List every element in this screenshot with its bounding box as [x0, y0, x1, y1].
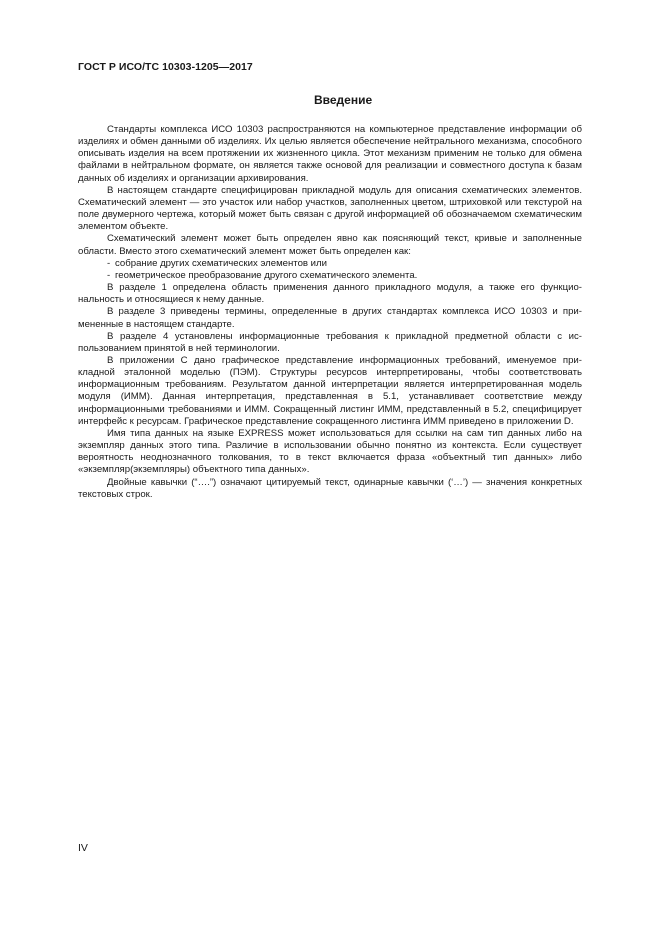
paragraph: В разделе 4 установлены информационные требования к прикладной предметной области с использованием принятой в ней терминологии.: [78, 330, 582, 354]
paragraph: В приложении С дано графическое представление информационных требований, именуемое прикладной эталонной моделью (ПЭМ). Структуры ресурсов интерпретированы, чтобы соответствовать информационным требованиям. Результатом данной интерпретации является интерпретированная модель модуля (ИММ). Данная интерпретация, представленная в 5.1, устанавливает соответствие между информационными требованиями и ИММ. Сокращенный листинг ИММ, представленный в 5.2, специфицирует интерфейс к ресурсам. Графическое представление сокращенного листинга ИММ приведено в приложении D.: [78, 354, 582, 427]
section-title: Введение: [314, 93, 373, 107]
list-item-text: собрание других схематических элементов или: [115, 257, 327, 269]
paragraph: Схематический элемент может быть определен явно как поясняющий текст, кривые и заполненные области. Вместо этого схематический элемент может быть определен как:: [78, 233, 582, 257]
document-body: [78, 124, 582, 501]
list-item-text: геометрическое преобразование другого схематического элемента.: [115, 269, 418, 281]
page-number: IV: [78, 842, 88, 854]
list-marker: -: [107, 257, 111, 269]
paragraph: Двойные кавычки (“….”) означают цитируемый текст, одинарные кавычки (‘…’) — значения конкретных текстовых строк.: [78, 476, 582, 500]
paragraph: В разделе 1 определена область применения данного прикладного модуля, а также его функциональность и относящиеся к нему данные.: [78, 282, 582, 306]
list-item: [78, 270, 582, 282]
list-item: [78, 258, 582, 270]
paragraph: В настоящем стандарте специфицирован прикладной модуль для описания схематических элементов. Схематический элемент — это участок или набор участков, заполненных цветом, штриховкой или текстурой на поле двумерного чертежа, который может быть связан с другой информацией об обозначаемом схематическим элементом объекте.: [78, 184, 582, 233]
document-header: ГОСТ Р ИСО/ТС 10303-1205—2017: [78, 61, 253, 73]
paragraph: В разделе 3 приведены термины, определенные в других стандартах комплекса ИСО 10303 и примененные в настоящем стандарте.: [78, 306, 582, 330]
paragraph: Имя типа данных на языке EXPRESS может использоваться для ссылки на сам тип данных либо на экземпляр данных этого типа. Различие в использовании обычно понятно из контекста. Если существует вероятность неоднозначного толкования, то в текст включается фраза «объектный тип данных» либо «экземпляр(экземпляры) объектного типа данных».: [78, 427, 582, 476]
list-marker: -: [107, 269, 111, 281]
paragraph: Стандарты комплекса ИСО 10303 распространяются на компьютерное представление информации об изделиях и обмен данными об изделиях. Их целью является обеспечение нейтрального механизма, способного описывать изделия на всем протяжении их жизненного цикла. Этот механизм применим не только для обмена файлами в нейтральном формате, он является также основой для реализации и совместного доступа к базам данных об изделиях и организации архивирования.: [78, 124, 582, 184]
